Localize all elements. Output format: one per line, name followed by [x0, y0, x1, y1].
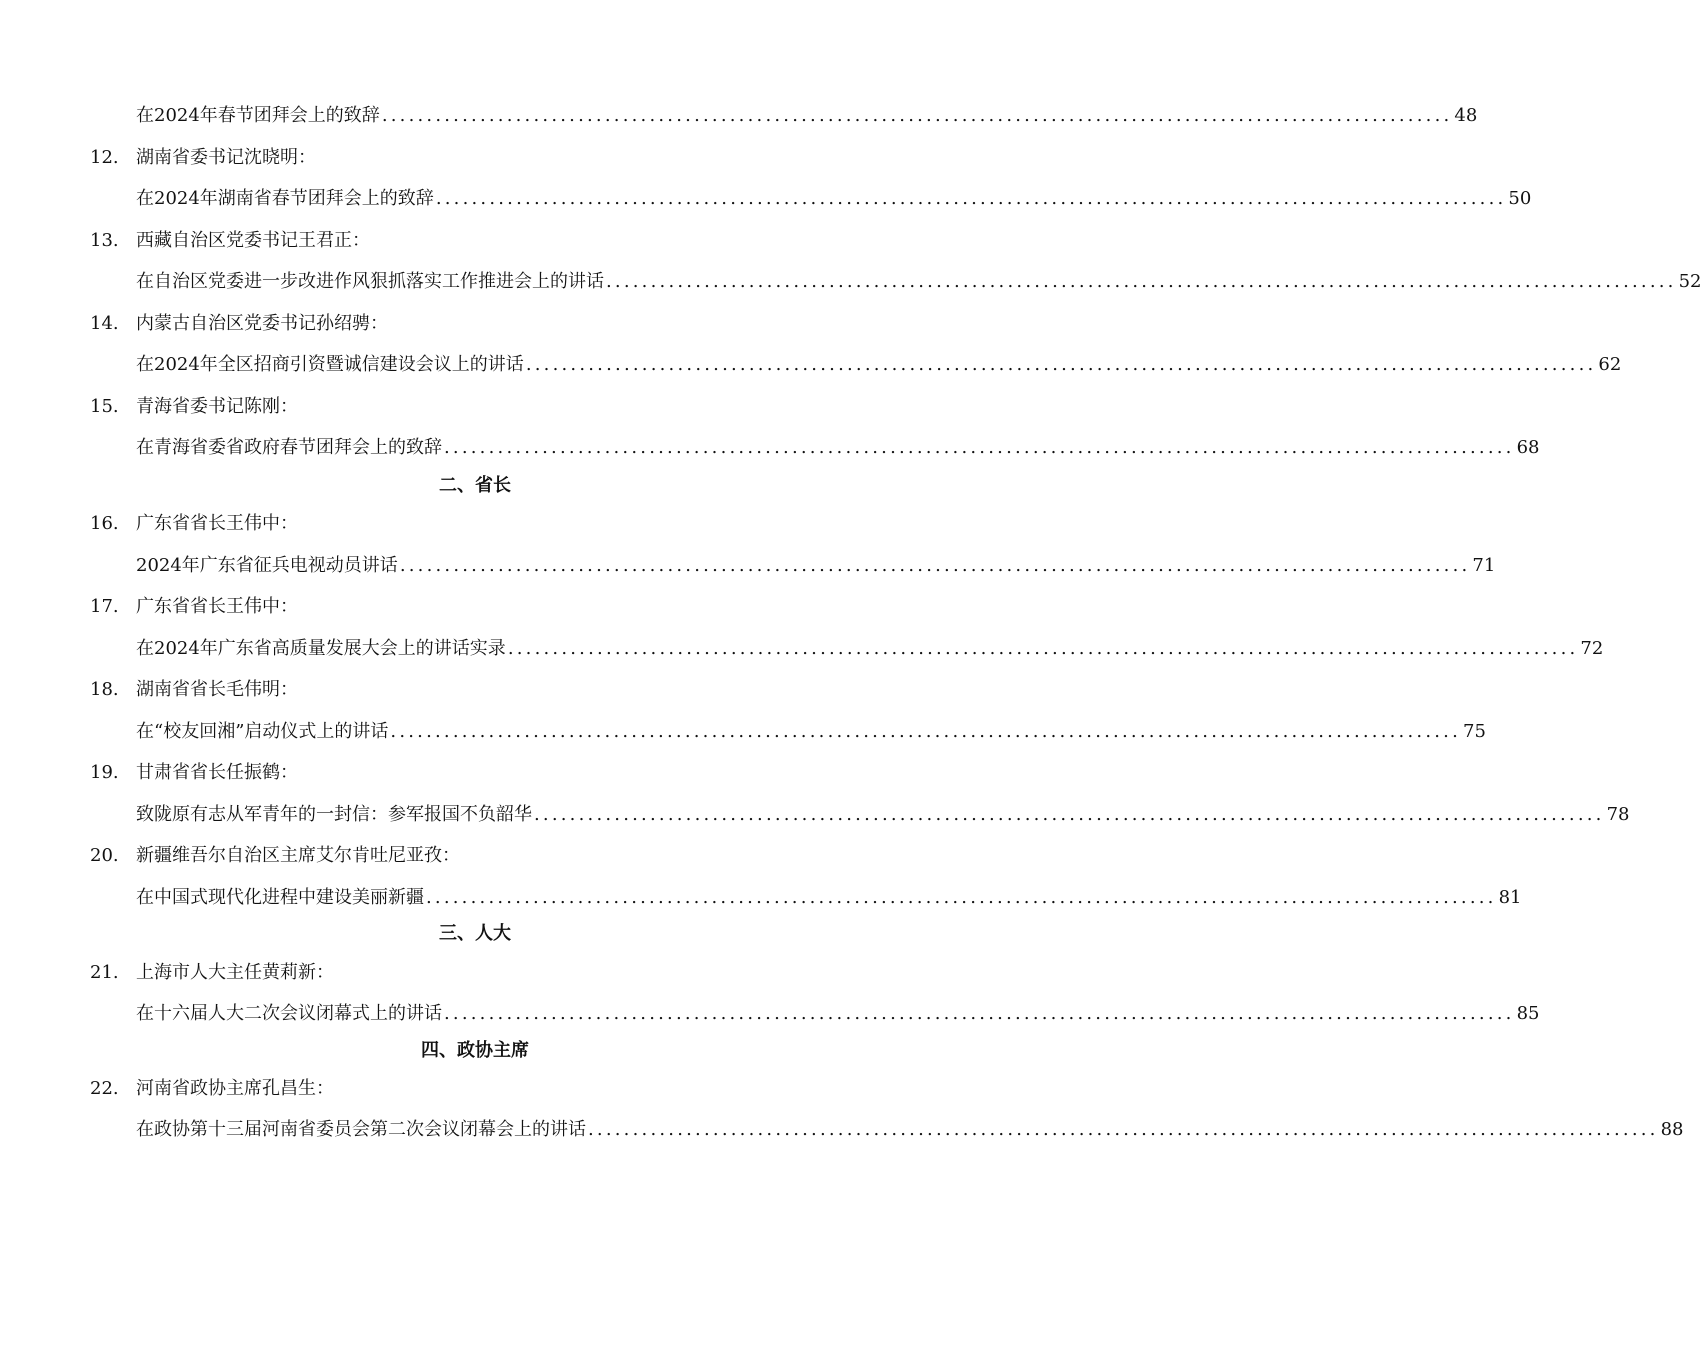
toc-entry-row — [0, 1114, 1684, 1155]
dot-leader: ........................................................................................................................ — [507, 638, 1579, 659]
toc-entry-row — [0, 716, 1486, 757]
toc-entry-row — [0, 998, 1540, 1039]
toc-entry — [136, 1114, 1684, 1146]
toc-entry — [136, 716, 1486, 748]
toc-item-number: 22. — [90, 1078, 119, 1099]
toc-entry — [136, 633, 1604, 665]
toc-page-number: 68 — [1516, 437, 1540, 458]
toc-page-number: 72 — [1580, 638, 1604, 659]
toc-entry — [136, 998, 1540, 1030]
toc-item-number: 16. — [90, 513, 119, 534]
toc-author-row — [0, 225, 950, 266]
toc-item-number: 21. — [90, 962, 119, 983]
toc-page-number: 71 — [1472, 555, 1496, 576]
toc-page-number: 78 — [1606, 804, 1630, 825]
section-heading — [0, 918, 950, 959]
toc-author: 湖南省省长毛伟明： — [136, 679, 298, 700]
toc-entry-title: 在“校友回湘”启动仪式上的讲话 — [136, 721, 389, 742]
toc-author-row — [0, 957, 950, 998]
toc-author: 上海市人大主任黄莉新： — [136, 962, 334, 983]
toc-entry — [136, 100, 1478, 132]
toc-entry-title: 在政协第十三届河南省委员会第二次会议闭幕会上的讲话 — [136, 1119, 586, 1140]
toc-author-row — [0, 591, 950, 632]
toc-entry-title: 在2024年湖南省春节团拜会上的致辞 — [136, 188, 434, 209]
toc-entry — [136, 550, 1496, 582]
toc-author: 湖南省委书记沈晓明： — [136, 147, 316, 168]
toc-author: 青海省委书记陈刚： — [136, 396, 298, 417]
toc-page-number: 75 — [1463, 721, 1486, 742]
toc-author: 新疆维吾尔自治区主席艾尔肯吐尼亚孜： — [136, 845, 460, 866]
toc-entry-row — [0, 550, 1496, 591]
toc-entry-row — [0, 633, 1604, 674]
toc-author-row — [0, 840, 950, 881]
toc-item-number: 13. — [90, 230, 119, 251]
toc-entry-title: 在2024年广东省高质量发展大会上的讲话实录 — [136, 638, 506, 659]
dot-leader: ........................................................................................................................ — [381, 105, 1453, 126]
toc-page-number: 85 — [1516, 1003, 1540, 1024]
toc-entry-row — [0, 349, 1622, 390]
toc-entry-row — [0, 432, 1540, 473]
toc-entry-row — [0, 183, 1532, 224]
section-heading-text: 三、人大 — [439, 923, 511, 944]
toc-entry-title: 在中国式现代化进程中建设美丽新疆 — [136, 887, 424, 908]
toc-entry-row — [0, 100, 1478, 141]
toc-author: 广东省省长王伟中： — [136, 513, 298, 534]
toc-page-number: 81 — [1498, 887, 1522, 908]
toc-author-row — [0, 757, 950, 798]
toc-entry — [136, 882, 1522, 914]
toc-item-number: 12. — [90, 147, 119, 168]
dot-leader: ........................................................................................................................ — [606, 271, 1677, 292]
toc-author-row — [0, 674, 950, 715]
section-heading — [0, 1035, 950, 1076]
toc-entry-title: 在十六届人大二次会议闭幕式上的讲话 — [136, 1003, 442, 1024]
toc-page-number: 88 — [1660, 1119, 1684, 1140]
toc-author: 内蒙古自治区党委书记孙绍骋： — [136, 313, 388, 334]
toc-entry — [136, 349, 1622, 381]
toc-item-number: 18. — [90, 679, 119, 700]
toc-item-number: 14. — [90, 313, 119, 334]
toc-entry-row — [0, 266, 1702, 307]
dot-leader: ........................................................................................................................ — [390, 721, 1462, 742]
toc-page-number: 62 — [1598, 354, 1622, 375]
toc-entry-title: 在2024年春节团拜会上的致辞 — [136, 105, 380, 126]
toc-author-row — [0, 391, 950, 432]
toc-item-number: 20. — [90, 845, 119, 866]
section-heading-text: 二、省长 — [439, 475, 511, 496]
toc-item-number: 15. — [90, 396, 119, 417]
toc-page-number: 50 — [1508, 188, 1532, 209]
toc-entry-title: 在青海省委省政府春节团拜会上的致辞 — [136, 437, 442, 458]
section-heading-text: 四、政协主席 — [421, 1040, 529, 1061]
toc-entry — [136, 432, 1540, 464]
dot-leader: ........................................................................................................................ — [435, 188, 1507, 209]
toc-page-number: 48 — [1454, 105, 1478, 126]
toc-item-number: 17. — [90, 596, 119, 617]
toc-author: 西藏自治区党委书记王君正： — [136, 230, 370, 251]
toc-entry — [136, 183, 1532, 215]
toc-entry — [136, 266, 1702, 298]
toc-author-row — [0, 1073, 950, 1114]
dot-leader: ........................................................................................................................ — [399, 555, 1471, 576]
dot-leader: ........................................................................................................................ — [525, 354, 1597, 375]
section-heading — [0, 470, 950, 511]
toc-author-row — [0, 508, 950, 549]
toc-author: 河南省政协主席孔昌生： — [136, 1078, 334, 1099]
dot-leader: ........................................................................................................................ — [444, 1003, 1515, 1024]
toc-author-row — [0, 142, 950, 183]
toc-entry-row — [0, 799, 1630, 840]
toc-entry-title: 在2024年全区招商引资暨诚信建设会议上的讲话 — [136, 354, 524, 375]
dot-leader: ........................................................................................................................ — [426, 887, 1497, 908]
toc-entry — [136, 799, 1630, 831]
dot-leader: ........................................................................................................................ — [588, 1119, 1659, 1140]
dot-leader: ........................................................................................................................ — [534, 804, 1605, 825]
toc-entry-title: 致陇原有志从军青年的一封信：参军报国不负韶华 — [136, 804, 532, 825]
toc-page-number: 52 — [1678, 271, 1702, 292]
toc-author: 甘肃省省长任振鹤： — [136, 762, 298, 783]
toc-entry-title: 在自治区党委进一步改进作风狠抓落实工作推进会上的讲话 — [136, 271, 604, 292]
toc-item-number: 19. — [90, 762, 119, 783]
toc-author-row — [0, 308, 950, 349]
toc-author: 广东省省长王伟中： — [136, 596, 298, 617]
dot-leader: ........................................................................................................................ — [444, 437, 1515, 458]
toc-entry-title: 2024年广东省征兵电视动员讲话 — [136, 555, 398, 576]
